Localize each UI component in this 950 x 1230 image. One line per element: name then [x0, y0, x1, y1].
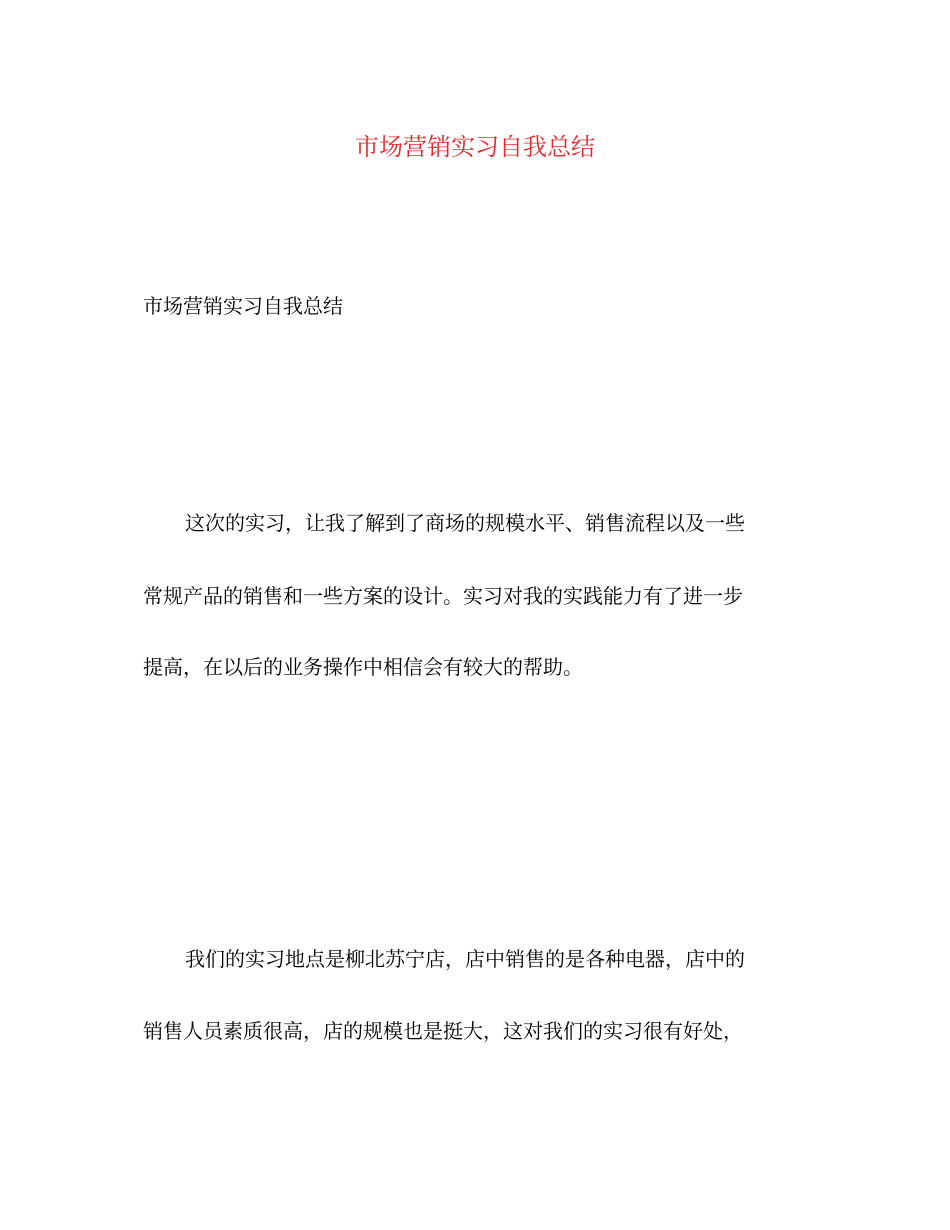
paragraph-line: 我们的实习地点是柳北苏宁店，店中销售的是各种电器，店中的	[185, 947, 745, 971]
paragraph-line: 这次的实习，让我了解到了商场的规模水平、销售流程以及一些	[185, 511, 745, 535]
paragraph-line: 销售人员素质很高，店的规模也是挺大，这对我们的实习很有好处，	[143, 1019, 743, 1043]
document-subtitle: 市场营销实习自我总结	[143, 294, 343, 318]
paragraph-line: 提高，在以后的业务操作中相信会有较大的帮助。	[143, 655, 583, 679]
paragraph-line: 常规产品的销售和一些方案的设计。实习对我的实践能力有了进一步	[143, 584, 743, 608]
document-title: 市场营销实习自我总结	[355, 133, 595, 161]
